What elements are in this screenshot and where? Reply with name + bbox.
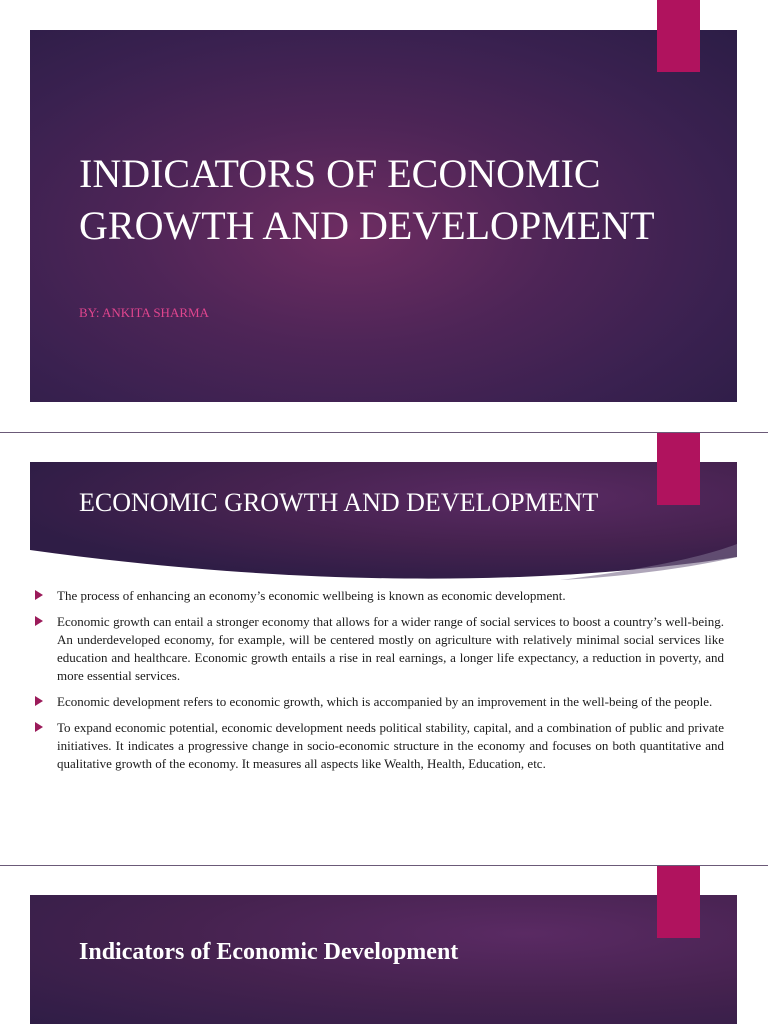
accent-tab [657,0,700,72]
bullet-item [35,613,724,685]
triangle-bullet-icon [35,616,43,626]
presentation-title: INDICATORS OF ECONOMIC GROWTH AND DEVELOPMENT [79,151,655,248]
bullet-item [35,693,724,711]
slide-title: ECONOMIC GROWTH AND DEVELOPMENT [79,488,599,517]
bullet-text: Economic development refers to economic growth, which is accompanied by an improvement in the well-being of the people. [57,694,713,709]
bullet-item [35,587,724,605]
bullet-text: To expand economic potential, economic development needs political stability, capital, and a combination of public and private initiatives. It indicates a progressive change in socio-economic structure in the economy and focuses on both quantitative and qualitative growth of the economy. It measures all aspects like Wealth, Health, Education, etc. [57,720,724,771]
author-byline: BY: ANKITA SHARMA [79,305,209,320]
bullet-text: Economic growth can entail a stronger economy that allows for a wider range of social services to boost a country’s well-being. An underdeveloped economy, for example, will be centered mostly on agriculture with relatively minimal social services like education and healthcare. Economic growth entails a rise in real earnings, a longer life expectancy, a reduction in poverty, and more essential services. [57,614,724,683]
triangle-bullet-icon [35,722,43,732]
accent-tab [657,866,700,938]
bullet-list [35,587,724,781]
triangle-bullet-icon [35,590,43,600]
header-banner [0,462,768,602]
title-slide [0,0,768,431]
triangle-bullet-icon [35,696,43,706]
accent-tab [657,433,700,505]
bullet-item [35,719,724,773]
bullet-text: The process of enhancing an economy’s economic wellbeing is known as economic development. [57,588,566,603]
section-title: Indicators of Economic Development [79,939,459,965]
